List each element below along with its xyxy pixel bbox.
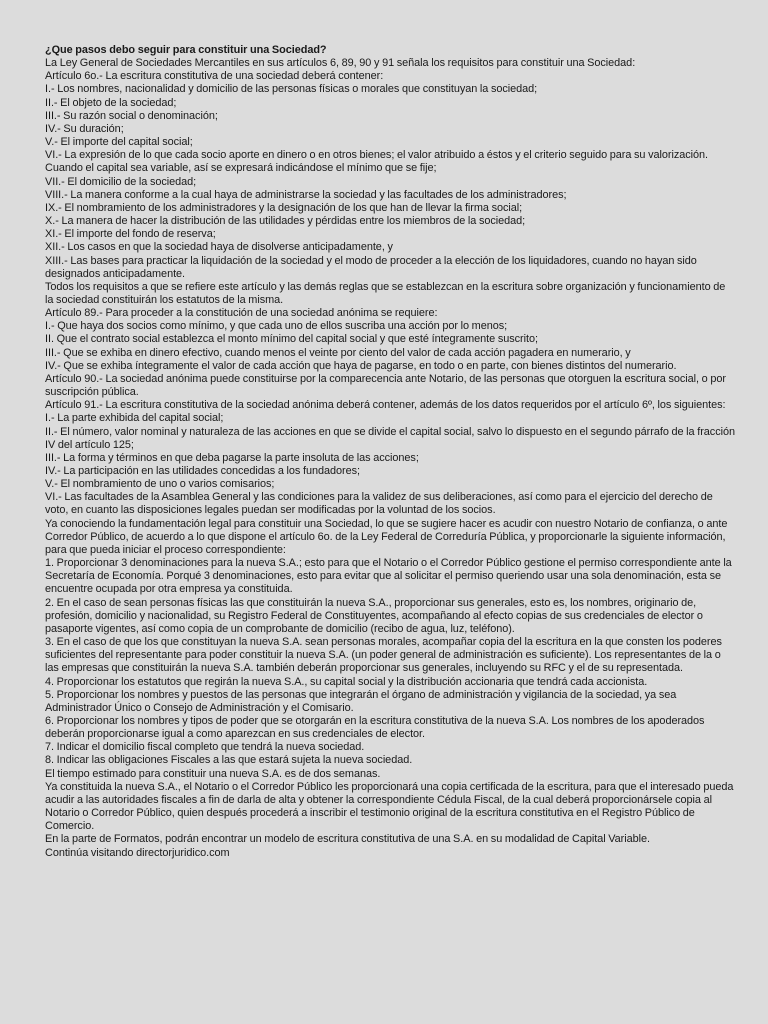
paragraph: II.- El número, valor nominal y naturaleza de las acciones en que se divide el capital social, salvo lo dispuesto en el segundo párrafo de la fracción IV del artículo 125;: [45, 425, 735, 451]
paragraph: Ya conociendo la fundamentación legal para constituir una Sociedad, lo que se sugiere hacer es acudir con nuestro Notario de confianza, o ante Corredor Público, de acuerdo a lo que dispone el artículo 6o. de la Ley Federal de Correduría Pública, y proporcionarle la siguiente información, para que pueda iniciar el proceso correspondiente:: [45, 517, 728, 556]
paragraph: 8. Indicar las obligaciones Fiscales a las que estará sujeta la nueva sociedad.: [45, 754, 413, 767]
paragraph: VI.- Las facultades de la Asamblea General y las condiciones para la validez de sus deliberaciones, así como para el ejercicio del derecho de voto, en cuanto las disposiciones legales puedan ser modificadas por la voluntad de los socios.: [45, 491, 713, 517]
paragraph: V.- El nombramiento de uno o varios comisarios;: [45, 478, 275, 491]
paragraph: XI.- El importe del fondo de reserva;: [45, 228, 216, 241]
paragraph: El tiempo estimado para constituir una nueva S.A. es de dos semanas.: [45, 767, 381, 780]
paragraph: 3. En el caso de que los que constituyan la nueva S.A. sean personas morales, acompañar copia del la escritura en la que consten los poderes suficientes del representante para poder constituir la nueva S.A. (un poder general de administración es suficiente). Los representantes de la o las empresas que constituirán la nueva S.A. también deberán proporcionar sus generales, incluyendo su RFC y el de su representada.: [45, 636, 722, 675]
paragraph: IX.- El nombramiento de los administradores y la designación de los que han de llevar la firma social;: [45, 201, 523, 214]
paragraph: 4. Proporcionar los estatutos que regirán la nueva S.A., su capital social y la distribución accionaria que tendrá cada accionista.: [45, 675, 648, 688]
paragraph: VI.- La expresión de lo que cada socio aporte en dinero o en otros bienes; el valor atribuido a éstos y el criterio seguido para su valorización.: [45, 149, 708, 162]
paragraph: XII.- Los casos en que la sociedad haya de disolverse anticipadamente, y: [45, 241, 393, 254]
paragraph: VII.- El domicilio de la sociedad;: [45, 175, 197, 188]
paragraph: Artículo 91.- La escritura constitutiva de la sociedad anónima deberá contener, además de los datos requeridos por el artículo 6º, los siguientes:: [45, 399, 726, 412]
paragraph: Artículo 6o.- La escritura constitutiva de una sociedad deberá contener:: [45, 70, 384, 83]
paragraph: III.- Que se exhiba en dinero efectivo, cuando menos el veinte por ciento del valor de cada acción pagadera en numerario, y: [45, 346, 631, 359]
paragraph: Artículo 89.- Para proceder a la constitución de una sociedad anónima se requiere:: [45, 307, 438, 320]
paragraph: Artículo 90.- La sociedad anónima puede constituirse por la comparecencia ante Notario, de las personas que otorguen la escritura social, o por suscripción pública.: [45, 372, 726, 399]
paragraph: 6. Proporcionar los nombres y tipos de poder que se otorgarán en la escritura constitutiva de la nueva S.A. Los nombres de los apoderados deberán proporcionarse igual a como aparezcan en sus credenciales de elector.: [45, 714, 705, 741]
paragraph: VIII.- La manera conforme a la cual haya de administrarse la sociedad y las facultades de los administradores;: [45, 188, 567, 201]
paragraph: III.- La forma y términos en que deba pagarse la parte insoluta de las acciones;: [45, 451, 419, 464]
paragraph: 2. En el caso de sean personas físicas las que constituirán la nueva S.A., proporcionar sus generales, esto es, los nombres, originario de, profesión, domicilio y nacionalidad, su Registro Federal de Constituyentes, acompañando al efecto copias de sus credenciales de elector o pasaporte vigentes, así como copia de un comprobante de domicilio (recibo de agua, luz, teléfono).: [45, 596, 703, 635]
paragraph: I.- La parte exhibida del capital social;: [45, 412, 224, 425]
document-body: [45, 44, 735, 860]
paragraph: V.- El importe del capital social;: [45, 136, 193, 149]
document-title: ¿Que pasos debo seguir para constituir una Sociedad?: [45, 44, 327, 56]
paragraph: Todos los requisitos a que se refiere este artículo y las demás reglas que se establezcan en la escritura sobre organización y funcionamiento de la sociedad constituirán los estatutos de la misma.: [45, 280, 726, 306]
paragraph: II.- El objeto de la sociedad;: [45, 96, 177, 109]
paragraph: III.- Su razón social o denominación;: [45, 109, 218, 122]
paragraph: IV.- Que se exhiba íntegramente el valor de cada acción que haya de pagarse, en todo o en parte, con bienes distintos del numerario.: [45, 359, 677, 372]
paragraph: Continúa visitando directorjuridico.com: [45, 846, 230, 859]
paragraph: La Ley General de Sociedades Mercantiles en sus artículos 6, 89, 90 y 91 señala los requisitos para constituir una Sociedad:: [45, 57, 636, 70]
paragraph: II. Que el contrato social establezca el monto mínimo del capital social y que esté íntegramente suscrito;: [45, 333, 538, 346]
paragraph: I.- Los nombres, nacionalidad y domicilio de las personas físicas o morales que constituyan la sociedad;: [45, 83, 538, 96]
paragraph: IV.- La participación en las utilidades concedidas a los fundadores;: [45, 465, 360, 477]
paragraph: I.- Que haya dos socios como mínimo, y que cada uno de ellos suscriba una acción por lo menos;: [45, 320, 508, 333]
paragraph-list: [45, 57, 735, 860]
paragraph: X.- La manera de hacer la distribución de las utilidades y pérdidas entre los miembros de la sociedad;: [45, 215, 526, 228]
paragraph: 5. Proporcionar los nombres y puestos de las personas que integrarán el órgano de administración y vigilancia de la sociedad, ya sea Administrador Único o Consejo de Administración y el Comisario.: [45, 688, 677, 714]
paragraph: XIII.- Las bases para practicar la liquidación de la sociedad y el modo de proceder a la elección de los liquidadores, cuando no hayan sido designados anticipadamente.: [45, 254, 697, 280]
paragraph: Ya constituida la nueva S.A., el Notario o el Corredor Público les proporcionará una copia certificada de la escritura, para que el interesado pueda acudir a las autoridades fiscales a fin de darla de alta y obtener la correspondiente Cédula Fiscal, de la cual deberá proporcionársele copia al Notario o Corredor Público, quien después procederá a inscribir el testimonio original de la escritura constitutiva en el Registro Público de Comercio.: [45, 780, 734, 833]
paragraph: 1. Proporcionar 3 denominaciones para la nueva S.A.; esto para que el Notario o el Corredor Público gestione el permiso correspondiente ante la Secretaría de Economía. Porqué 3 denominaciones, esto para evitar que al solicitar el permiso queriendo usar una sola denominación, esta se encuentre ocupada por otra empresa ya constituida.: [45, 557, 732, 596]
paragraph: Cuando el capital sea variable, así se expresará indicándose el mínimo que se fije;: [45, 162, 437, 175]
paragraph: En la parte de Formatos, podrán encontrar un modelo de escritura constitutiva de una S.A. en su modalidad de Capital Variable.: [45, 833, 650, 846]
paragraph: IV.- Su duración;: [45, 122, 124, 135]
paragraph: 7. Indicar el domicilio fiscal completo que tendrá la nueva sociedad.: [45, 741, 365, 754]
